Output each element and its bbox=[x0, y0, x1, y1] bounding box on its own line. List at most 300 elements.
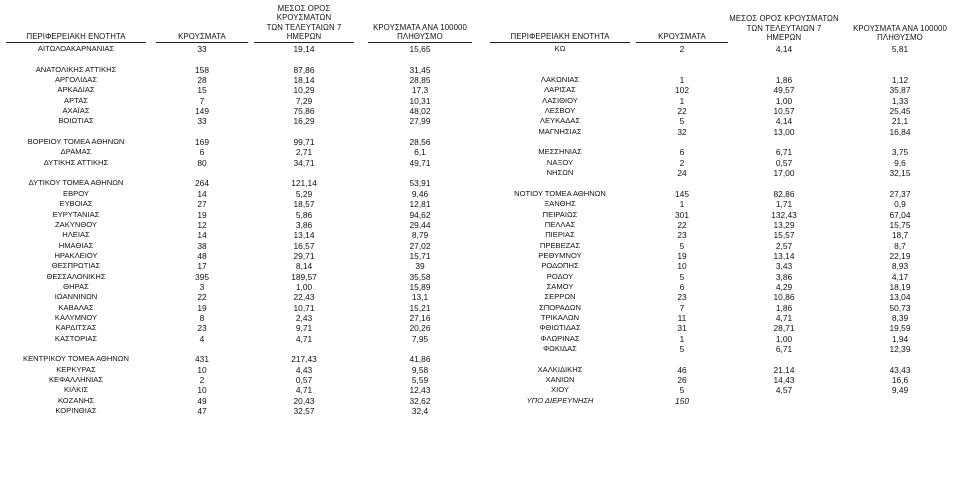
table-row bbox=[488, 272, 960, 282]
cell-avg7: 5,29 bbox=[295, 188, 313, 199]
cell-region: ΝΗΣΩΝ bbox=[546, 168, 574, 178]
cell-per100k: 9,6 bbox=[894, 157, 906, 168]
table-row bbox=[488, 396, 960, 406]
cell-cases: 150 bbox=[675, 395, 689, 406]
table-row bbox=[488, 365, 960, 375]
table-row bbox=[0, 137, 484, 147]
cell-per100k: 5,81 bbox=[891, 44, 909, 54]
cell-region: ΕΒΡΟΥ bbox=[63, 188, 89, 198]
cell-per100k: 53,91 bbox=[409, 178, 431, 189]
table-row bbox=[488, 251, 960, 261]
cell-cases: 5 bbox=[679, 240, 685, 251]
cell-cases: 1 bbox=[679, 75, 685, 86]
cell-region: ΡΟΔΟΠΗΣ bbox=[541, 261, 579, 271]
cell-region: ΛΕΣΒΟΥ bbox=[544, 106, 576, 116]
cell-cases: 431 bbox=[195, 354, 209, 365]
cell-cases: 48 bbox=[197, 250, 207, 261]
cell-region: ΦΘΙΩΤΙΔΑΣ bbox=[539, 323, 581, 333]
cell-region: ΚΕΡΚΥΡΑΣ bbox=[56, 364, 96, 374]
header-region: ΠΕΡΙΦΕΡΕΙΑΚΗ ΕΝΟΤΗΤΑ bbox=[490, 32, 630, 43]
table-row bbox=[488, 158, 960, 168]
cell-cases: 32 bbox=[677, 126, 687, 137]
cell-avg7: 10,71 bbox=[293, 302, 315, 313]
cell-avg7: 13,29 bbox=[773, 219, 795, 230]
cell-per100k: 18,19 bbox=[889, 281, 911, 292]
cell-region: ΤΡΙΚΑΛΩΝ bbox=[540, 312, 580, 322]
cell-avg7: 4,14 bbox=[775, 44, 793, 54]
cell-cases: 19 bbox=[197, 302, 207, 313]
cell-cases: 301 bbox=[675, 209, 689, 220]
cell-per100k: 31,45 bbox=[409, 64, 431, 75]
cell-region: ΒΟΡΕΙΟΥ ΤΟΜΕΑ ΑΘΗΝΩΝ bbox=[27, 137, 125, 147]
table-row bbox=[488, 334, 960, 344]
cell-avg7: 8,14 bbox=[295, 261, 313, 272]
cell-region: ΔΡΑΜΑΣ bbox=[60, 147, 92, 157]
table-row bbox=[0, 396, 484, 406]
cell-region: ΚΕΦΑΛΛΗΝΙΑΣ bbox=[48, 375, 104, 384]
cell-avg7: 32,57 bbox=[293, 406, 315, 417]
cell-per100k: 50,73 bbox=[889, 302, 911, 313]
cell-avg7: 4,29 bbox=[775, 281, 793, 292]
cell-avg7: 17,00 bbox=[773, 168, 795, 179]
table-row bbox=[0, 220, 484, 230]
table-row bbox=[488, 199, 960, 209]
cell-avg7: 6,71 bbox=[775, 343, 793, 354]
blank-row bbox=[0, 168, 484, 178]
table-row bbox=[0, 85, 484, 95]
cell-region: ΦΛΩΡΙΝΑΣ bbox=[540, 333, 580, 343]
cell-region: ΠΡΕΒΕΖΑΣ bbox=[539, 240, 581, 250]
cell-avg7: 87,86 bbox=[293, 64, 315, 75]
cell-cases: 14 bbox=[197, 230, 207, 241]
header-avg7-line3: ΗΜΕΡΩΝ bbox=[286, 32, 322, 42]
cell-per100k: 28,85 bbox=[409, 75, 431, 86]
cell-region: ΛΑΚΩΝΙΑΣ bbox=[540, 75, 580, 85]
table-row bbox=[0, 65, 484, 75]
cell-cases: 395 bbox=[195, 271, 209, 282]
cell-avg7: 10,57 bbox=[773, 106, 795, 117]
cell-avg7: 7,29 bbox=[295, 95, 313, 106]
table-row bbox=[0, 313, 484, 323]
cell-cases: 149 bbox=[195, 106, 209, 117]
cell-cases: 19 bbox=[677, 250, 687, 261]
table-row bbox=[488, 323, 960, 333]
cell-cases: 17 bbox=[197, 261, 207, 272]
cell-avg7: 20,43 bbox=[293, 395, 315, 406]
cell-per100k: 27,99 bbox=[409, 116, 431, 127]
cell-avg7: 18,14 bbox=[293, 75, 315, 86]
table-row bbox=[0, 158, 484, 168]
cell-avg7: 75,86 bbox=[293, 106, 315, 117]
cell-avg7: 6,71 bbox=[775, 147, 793, 158]
cell-region: ΑΙΤΩΛΟΑΚΑΡΝΑΝΙΑΣ bbox=[37, 44, 115, 53]
cell-region: ΣΑΜΟΥ bbox=[546, 281, 574, 291]
cell-per100k: 15,89 bbox=[409, 281, 431, 292]
table-row bbox=[0, 44, 484, 54]
blank-row bbox=[0, 127, 484, 137]
table-row bbox=[488, 375, 960, 385]
cell-avg7: 4,71 bbox=[295, 385, 313, 396]
cell-avg7: 99,71 bbox=[293, 137, 315, 148]
cell-region: ΠΕΛΛΑΣ bbox=[544, 219, 576, 229]
cell-region: ΚΑΡΔΙΤΣΑΣ bbox=[55, 323, 97, 333]
header-per100k-line1: ΚΡΟΥΣΜΑΤΑ ΑΝΑ 100000 bbox=[853, 23, 947, 33]
cell-avg7: 13,00 bbox=[773, 126, 795, 137]
cell-avg7: 10,86 bbox=[773, 292, 795, 303]
table-row bbox=[0, 241, 484, 251]
cell-cases: 23 bbox=[677, 292, 687, 303]
cell-cases: 26 bbox=[677, 375, 687, 385]
cell-avg7: 1,86 bbox=[775, 75, 793, 86]
cell-avg7: 29,71 bbox=[293, 250, 315, 261]
cell-avg7: 4,71 bbox=[775, 312, 793, 323]
table-row bbox=[488, 189, 960, 199]
cell-region: ΑΡΓΟΛΙΔΑΣ bbox=[54, 75, 98, 85]
cell-avg7: 13,14 bbox=[293, 230, 315, 241]
table-row bbox=[0, 292, 484, 302]
cell-per100k: 22,19 bbox=[889, 250, 911, 261]
cell-cases: 10 bbox=[197, 364, 207, 375]
cell-per100k: 27,37 bbox=[889, 188, 911, 199]
cell-region: ΣΕΡΡΩΝ bbox=[544, 292, 576, 302]
table-row bbox=[488, 168, 960, 178]
header-per100k bbox=[842, 24, 958, 43]
cell-cases: 33 bbox=[197, 116, 207, 127]
cell-avg7: 0,57 bbox=[775, 157, 793, 168]
cell-region: ΑΡΚΑΔΙΑΣ bbox=[57, 85, 95, 95]
cell-cases: 3 bbox=[199, 281, 205, 292]
cell-per100k: 15,75 bbox=[889, 219, 911, 230]
cell-per100k: 43,43 bbox=[889, 364, 911, 375]
cell-cases: 5 bbox=[679, 343, 685, 354]
cell-per100k: 17,3 bbox=[411, 85, 429, 96]
table-row bbox=[0, 199, 484, 209]
table-row bbox=[0, 354, 484, 364]
cell-avg7: 1,86 bbox=[775, 302, 793, 313]
table-row bbox=[0, 251, 484, 261]
cell-per100k: 21,1 bbox=[891, 116, 909, 127]
cell-region: ΧΙΟΥ bbox=[551, 385, 569, 395]
cell-per100k: 9,49 bbox=[891, 385, 909, 396]
cell-avg7: 22,43 bbox=[293, 292, 315, 303]
cell-avg7: 19,14 bbox=[293, 44, 315, 54]
cell-per100k: 1,12 bbox=[891, 75, 909, 86]
cell-cases: 4 bbox=[199, 333, 205, 344]
cell-avg7: 16,29 bbox=[293, 116, 315, 127]
cell-avg7: 3,86 bbox=[295, 219, 313, 230]
cell-per100k: 27,02 bbox=[409, 240, 431, 251]
cell-region: ΘΗΡΑΣ bbox=[63, 281, 89, 291]
cell-avg7: 2,57 bbox=[775, 240, 793, 251]
cell-cases: 19 bbox=[197, 209, 207, 220]
table-row bbox=[0, 210, 484, 220]
cell-avg7: 5,86 bbox=[295, 209, 313, 220]
cell-avg7: 1,71 bbox=[775, 199, 793, 210]
cell-per100k: 10,31 bbox=[409, 95, 431, 106]
cell-region: ΝΑΞΟΥ bbox=[546, 157, 574, 167]
cell-avg7: 4,57 bbox=[775, 385, 793, 396]
cell-avg7: 2,71 bbox=[295, 147, 313, 158]
cell-avg7: 15,57 bbox=[773, 230, 795, 241]
cell-avg7: 1,00 bbox=[775, 95, 793, 106]
cell-per100k: 8,93 bbox=[891, 261, 909, 272]
cell-cases: 6 bbox=[679, 281, 685, 292]
cell-region: ΛΕΥΚΑΔΑΣ bbox=[539, 116, 581, 126]
table-row bbox=[488, 127, 960, 137]
cell-avg7: 1,00 bbox=[775, 333, 793, 344]
blank-row bbox=[488, 354, 960, 364]
cell-avg7: 217,43 bbox=[291, 354, 317, 365]
cell-avg7: 10,29 bbox=[293, 85, 315, 96]
blank-row bbox=[488, 137, 960, 147]
cell-avg7: 14,43 bbox=[773, 375, 795, 385]
table-row bbox=[488, 261, 960, 271]
right-table bbox=[488, 0, 960, 406]
cell-per100k: 16,84 bbox=[889, 126, 911, 137]
cell-region: ΚΩ bbox=[554, 44, 566, 53]
cell-per100k: 15,21 bbox=[409, 302, 431, 313]
cell-avg7: 9,71 bbox=[295, 323, 313, 334]
cell-per100k: 35,87 bbox=[889, 85, 911, 96]
cell-avg7: 189,57 bbox=[291, 271, 317, 282]
header-region: ΠΕΡΙΦΕΡΕΙΑΚΗ ΕΝΟΤΗΤΑ bbox=[6, 32, 146, 43]
cell-cases: 49 bbox=[197, 395, 207, 406]
cell-avg7: 28,71 bbox=[773, 323, 795, 334]
cell-region: ΧΑΝΙΩΝ bbox=[545, 375, 575, 384]
table-row bbox=[488, 292, 960, 302]
table-row bbox=[488, 116, 960, 126]
cell-cases: 145 bbox=[675, 188, 689, 199]
cell-region: ΞΑΝΘΗΣ bbox=[544, 199, 576, 209]
table-row bbox=[488, 282, 960, 292]
cell-cases: 27 bbox=[197, 199, 207, 210]
cell-region: ΗΡΑΚΛΕΙΟΥ bbox=[54, 250, 98, 260]
table-row bbox=[488, 241, 960, 251]
blank-row bbox=[488, 178, 960, 188]
table-row bbox=[488, 85, 960, 95]
cell-per100k: 7,95 bbox=[411, 333, 429, 344]
header-per100k-line1: ΚΡΟΥΣΜΑΤΑ ΑΝΑ 100000 bbox=[373, 22, 467, 32]
cell-per100k: 94,62 bbox=[409, 209, 431, 220]
cell-avg7: 82,86 bbox=[773, 188, 795, 199]
cell-avg7: 49,57 bbox=[773, 85, 795, 96]
cell-per100k: 4,17 bbox=[891, 271, 909, 282]
cell-per100k: 8,7 bbox=[894, 240, 906, 251]
cell-avg7: 132,43 bbox=[771, 209, 797, 220]
cell-region: ΡΟΔΟΥ bbox=[546, 271, 574, 281]
table-row bbox=[0, 116, 484, 126]
cell-cases: 6 bbox=[679, 147, 685, 158]
cell-cases: 28 bbox=[197, 75, 207, 86]
cell-cases: 1 bbox=[679, 95, 685, 106]
cell-cases: 10 bbox=[197, 385, 207, 396]
cell-cases: 23 bbox=[197, 323, 207, 334]
cell-avg7: 3,43 bbox=[775, 261, 793, 272]
cell-region: ΚΑΣΤΟΡΙΑΣ bbox=[54, 333, 98, 343]
header-cases: ΚΡΟΥΣΜΑΤΑ bbox=[156, 32, 248, 43]
cell-per100k: 6,1 bbox=[414, 147, 426, 158]
right-table-body bbox=[488, 44, 960, 406]
cell-region: ΒΟΙΩΤΙΑΣ bbox=[58, 116, 94, 126]
cell-per100k: 1,33 bbox=[891, 95, 909, 106]
header-avg7 bbox=[254, 4, 354, 43]
cell-per100k: 27,16 bbox=[409, 312, 431, 323]
header-avg7-line2: ΤΩΝ ΤΕΛΕΥΤΑΙΩΝ 7 bbox=[746, 23, 822, 33]
cell-region: ΜΑΓΝΗΣΙΑΣ bbox=[538, 126, 582, 136]
table-row bbox=[0, 334, 484, 344]
cell-cases: 102 bbox=[675, 85, 689, 96]
cell-per100k: 3,75 bbox=[891, 147, 909, 158]
table-row bbox=[0, 406, 484, 416]
cell-per100k: 39 bbox=[415, 261, 425, 272]
cell-region: ΚΟΖΑΝΗΣ bbox=[57, 395, 95, 405]
cell-per100k: 67,04 bbox=[889, 209, 911, 220]
cell-cases: 46 bbox=[677, 364, 687, 375]
cell-per100k: 48,02 bbox=[409, 106, 431, 117]
cell-per100k: 9,46 bbox=[411, 188, 429, 199]
table-row bbox=[488, 210, 960, 220]
table-row bbox=[488, 344, 960, 354]
cell-region: ΔΥΤΙΚΟΥ ΤΟΜΕΑ ΑΘΗΝΩΝ bbox=[28, 178, 124, 188]
cell-avg7: 34,71 bbox=[293, 157, 315, 168]
cell-avg7: 3,86 bbox=[775, 271, 793, 282]
cell-region: ΚΕΝΤΡΙΚΟΥ ΤΟΜΕΑ ΑΘΗΝΩΝ bbox=[23, 354, 129, 364]
cell-per100k: 12,43 bbox=[409, 385, 431, 396]
cell-per100k: 41,86 bbox=[409, 354, 431, 365]
table-row bbox=[488, 147, 960, 157]
cell-region: ΣΠΟΡΑΔΩΝ bbox=[539, 302, 581, 312]
cell-cases: 22 bbox=[197, 292, 207, 303]
cell-per100k: 9,58 bbox=[411, 364, 429, 375]
cell-cases: 158 bbox=[195, 64, 209, 75]
table-row bbox=[0, 272, 484, 282]
table-row bbox=[0, 106, 484, 116]
header-avg7 bbox=[724, 14, 844, 43]
cell-cases: 2 bbox=[679, 44, 685, 54]
cell-region: ΚΑΛΥΜΝΟΥ bbox=[54, 312, 98, 322]
left-table-body bbox=[0, 44, 484, 416]
cell-cases: 80 bbox=[197, 157, 207, 168]
cell-cases: 10 bbox=[677, 261, 687, 272]
cell-cases: 2 bbox=[199, 375, 205, 385]
cell-region: ΘΕΣΣΑΛΟΝΙΚΗΣ bbox=[46, 271, 106, 281]
table-row bbox=[0, 385, 484, 395]
header-avg7-line3: ΗΜΕΡΩΝ bbox=[766, 33, 802, 43]
cell-region: ΠΕΙΡΑΙΩΣ bbox=[542, 209, 578, 219]
table-row bbox=[0, 230, 484, 240]
header-per100k-line2: ΠΛΗΘΥΣΜΟ bbox=[397, 32, 443, 42]
cell-per100k: 12,39 bbox=[889, 343, 911, 354]
table-row bbox=[0, 375, 484, 385]
cell-per100k: 8,79 bbox=[411, 230, 429, 241]
cell-per100k: 12,81 bbox=[409, 199, 431, 210]
cell-region: ΥΠΟ ΔΙΕΡΕΥΝΗΣΗ bbox=[526, 395, 594, 405]
cell-cases: 7 bbox=[679, 302, 685, 313]
cell-region: ΗΛΕΙΑΣ bbox=[62, 230, 90, 240]
cell-avg7: 0,57 bbox=[295, 375, 313, 385]
right-table-header bbox=[488, 0, 960, 44]
cell-region: ΠΙΕΡΙΑΣ bbox=[545, 230, 575, 240]
cell-per100k: 18,7 bbox=[891, 230, 909, 241]
cell-per100k: 19,59 bbox=[889, 323, 911, 334]
table-row bbox=[488, 313, 960, 323]
cell-region: ΑΝΑΤΟΛΙΚΗΣ ΑΤΤΙΚΗΣ bbox=[35, 64, 117, 74]
cell-cases: 5 bbox=[679, 385, 685, 396]
cell-region: ΚΙΛΚΙΣ bbox=[63, 385, 89, 395]
cell-per100k: 13,1 bbox=[411, 292, 429, 303]
header-per100k bbox=[368, 23, 472, 43]
cell-per100k: 32,15 bbox=[889, 168, 911, 179]
cell-region: ΑΡΤΑΣ bbox=[64, 95, 88, 105]
table-row bbox=[488, 44, 960, 54]
cell-cases: 33 bbox=[197, 44, 207, 54]
left-table bbox=[0, 0, 484, 416]
table-row bbox=[488, 96, 960, 106]
cell-avg7: 4,43 bbox=[295, 364, 313, 375]
cell-per100k: 5,59 bbox=[411, 375, 429, 385]
table-row bbox=[0, 96, 484, 106]
table-row bbox=[0, 261, 484, 271]
cell-cases: 22 bbox=[677, 106, 687, 117]
blank-row bbox=[488, 65, 960, 75]
cell-cases: 2 bbox=[679, 157, 685, 168]
table-row bbox=[488, 220, 960, 230]
cell-region: ΙΩΑΝΝΙΝΩΝ bbox=[54, 292, 98, 302]
header-avg7-line1: ΜΕΣΟΣ ΟΡΟΣ ΚΡΟΥΣΜΑΤΩΝ bbox=[276, 3, 332, 23]
cell-cases: 11 bbox=[677, 312, 687, 323]
cell-region: ΜΕΣΣΗΝΙΑΣ bbox=[538, 147, 582, 157]
cell-region: ΦΩΚΙΔΑΣ bbox=[543, 343, 577, 353]
cell-avg7: 1,00 bbox=[295, 281, 313, 292]
table-row bbox=[0, 147, 484, 157]
cell-region: ΡΕΘΥΜΝΟΥ bbox=[538, 250, 582, 260]
cell-per100k: 15,71 bbox=[409, 250, 431, 261]
table-row bbox=[488, 75, 960, 85]
header-avg7-line1: ΜΕΣΟΣ ΟΡΟΣ ΚΡΟΥΣΜΑΤΩΝ bbox=[729, 14, 839, 24]
cell-avg7: 16,57 bbox=[293, 240, 315, 251]
cell-region: ΕΥΡΥΤΑΝΙΑΣ bbox=[52, 209, 100, 219]
table-row bbox=[0, 365, 484, 375]
table-row bbox=[488, 230, 960, 240]
cell-cases: 38 bbox=[197, 240, 207, 251]
blank-row bbox=[0, 54, 484, 64]
table-row bbox=[0, 189, 484, 199]
header-avg7-line2: ΤΩΝ ΤΕΛΕΥΤΑΙΩΝ 7 bbox=[266, 22, 342, 32]
cell-cases: 7 bbox=[199, 95, 205, 106]
cell-per100k: 25,45 bbox=[889, 106, 911, 117]
table-row bbox=[0, 282, 484, 292]
table-row bbox=[0, 323, 484, 333]
cell-per100k: 16,6 bbox=[891, 375, 909, 385]
cell-cases: 47 bbox=[197, 406, 207, 417]
cell-region: ΝΟΤΙΟΥ ΤΟΜΕΑ ΑΘΗΝΩΝ bbox=[514, 188, 606, 198]
cell-per100k: 0,9 bbox=[894, 199, 906, 210]
cell-per100k: 1,94 bbox=[891, 333, 909, 344]
cell-region: ΔΥΤΙΚΗΣ ΑΤΤΙΚΗΣ bbox=[43, 157, 109, 167]
table-row bbox=[488, 385, 960, 395]
cell-per100k: 20,26 bbox=[409, 323, 431, 334]
cell-region: ΘΕΣΠΡΩΤΙΑΣ bbox=[51, 261, 101, 271]
cell-cases: 169 bbox=[195, 137, 209, 148]
table-row bbox=[0, 178, 484, 188]
cell-avg7: 121,14 bbox=[291, 178, 317, 189]
cell-region: ΚΑΒΑΛΑΣ bbox=[58, 302, 94, 312]
header-per100k-line2: ΠΛΗΘΥΣΜΟ bbox=[877, 33, 923, 43]
cell-avg7: 2,43 bbox=[295, 312, 313, 323]
cell-region: ΗΜΑΘΙΑΣ bbox=[58, 240, 94, 250]
cell-cases: 1 bbox=[679, 333, 685, 344]
cell-region: ΛΑΣΙΘΙΟΥ bbox=[542, 95, 578, 105]
